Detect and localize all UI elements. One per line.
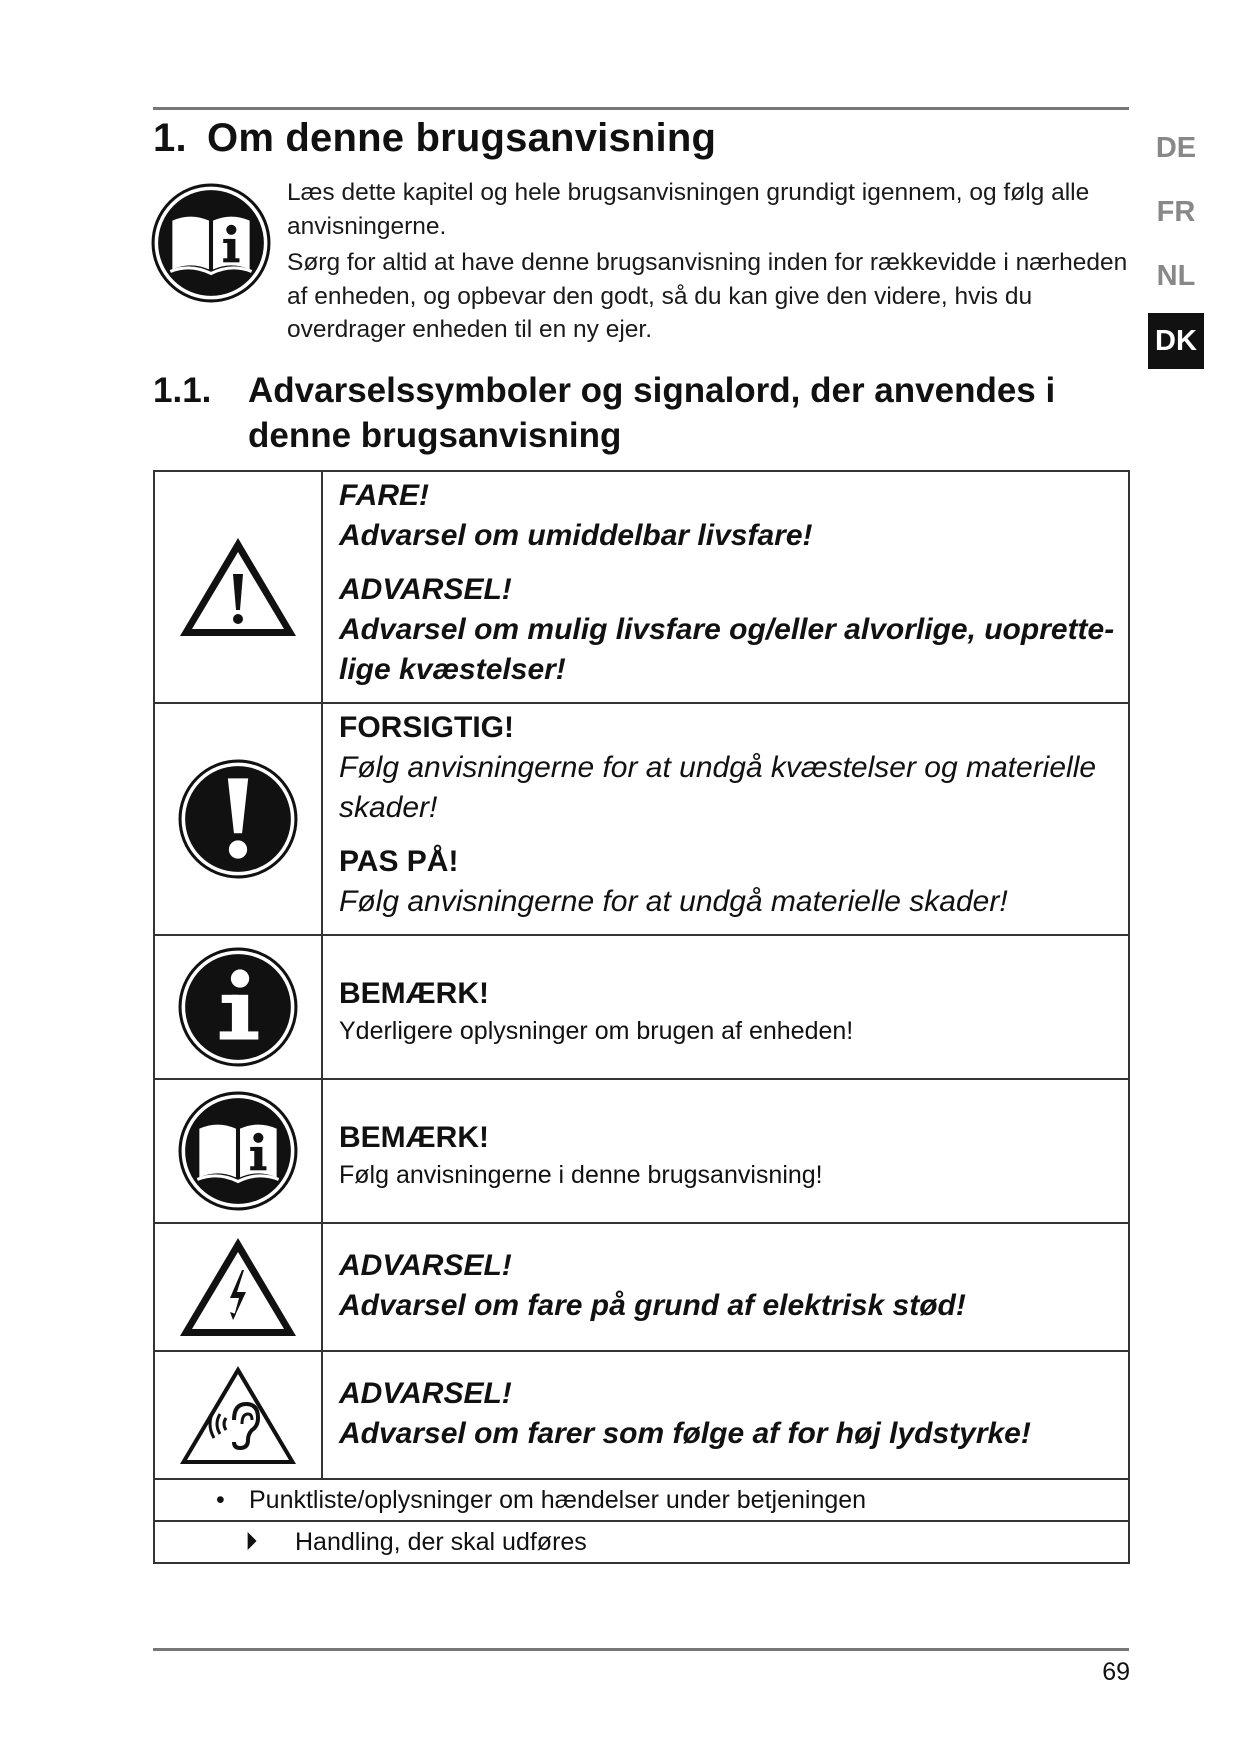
list-cell	[154, 1521, 1129, 1563]
signal-word: ADVARSEL!	[339, 573, 512, 606]
info-circle-icon	[177, 946, 299, 1068]
top-rule	[153, 107, 1129, 110]
warning-triangle-icon	[176, 534, 300, 640]
icon-cell	[154, 471, 322, 703]
signal-word: ADVARSEL!	[339, 1249, 512, 1282]
intro-paragraph: Sørg for altid at have denne brugsanvisning inden for rækkevidde i nærheden af enheden, og opbevar den godt, så du kan give den videre, hvis du overdrager enheden til en ny ejer.	[287, 249, 1128, 343]
language-tab-de[interactable]: DE	[1155, 132, 1197, 164]
text-cell	[322, 935, 1129, 1079]
bullet-icon: •	[216, 1486, 225, 1514]
icon-cell	[154, 1223, 322, 1351]
table-row-note-info	[154, 935, 1129, 1079]
manual-info-icon	[150, 182, 272, 304]
signal-description: Yderligere oplysninger om brugen af enheden!	[339, 1017, 854, 1045]
exclamation-circle-icon	[177, 758, 299, 880]
intro-text	[287, 176, 1135, 347]
manual-info-icon	[177, 1090, 299, 1212]
table-row-electric	[154, 1223, 1129, 1351]
section-heading	[153, 116, 716, 161]
signal-word: FORSIGTIG!	[339, 711, 514, 744]
text-cell	[322, 1351, 1129, 1479]
signal-description: Følg anvisningerne i denne brugsanvisning!	[339, 1161, 823, 1189]
loud-volume-triangle-icon	[176, 1362, 300, 1468]
signal-word: FARE!	[339, 479, 429, 512]
intro-paragraph: Læs dette kapitel og hele brugsanvisningen grundigt igennem, og følg alle anvisningerne.	[287, 179, 1090, 240]
subsection-heading	[153, 368, 1113, 458]
section-number: 1.	[153, 116, 187, 160]
table-row-danger	[154, 471, 1129, 703]
text-cell	[322, 1223, 1129, 1351]
language-tab-dk-active[interactable]: DK	[1148, 313, 1204, 369]
signal-description: Følg anvisningerne for at undgå kvæstelser og materielle skader!	[339, 751, 1097, 824]
signal-description: Advarsel om mulig livsfare og/eller alvorlige, uoprettelige kvæstelser!	[339, 613, 1115, 686]
bottom-rule	[153, 1648, 1129, 1651]
subsection-title-line2: denne brugsanvisning	[248, 416, 622, 455]
warning-symbols-table	[153, 470, 1130, 1564]
icon-cell	[154, 703, 322, 935]
text-cell	[322, 1079, 1129, 1223]
text-cell	[322, 703, 1129, 935]
section-title: Om denne brugsanvisning	[207, 116, 717, 160]
signal-word: ADVARSEL!	[339, 1377, 512, 1410]
bullet-text: Punktliste/oplysninger om hændelser under betjeningen	[249, 1486, 867, 1514]
text-cell	[322, 471, 1129, 703]
signal-word: BEMÆRK!	[339, 1121, 489, 1154]
language-tab-nl[interactable]: NL	[1156, 260, 1196, 292]
subsection-number: 1.1.	[153, 371, 212, 410]
action-text: Handling, der skal udføres	[295, 1528, 587, 1556]
table-row-action	[154, 1521, 1129, 1563]
signal-description: Advarsel om umiddelbar livsfare!	[339, 519, 813, 552]
table-row-caution	[154, 703, 1129, 935]
icon-cell	[154, 1351, 322, 1479]
signal-description: Advarsel om fare på grund af elektrisk stød!	[339, 1289, 966, 1322]
signal-word: BEMÆRK!	[339, 977, 489, 1010]
icon-cell	[154, 935, 322, 1079]
arrow-right-icon: ⏵	[245, 1528, 258, 1556]
table-row-note-manual	[154, 1079, 1129, 1223]
subsection-title-line1: Advarselssymboler og signalord, der anvendes i	[248, 371, 1056, 410]
page-number: 69	[1102, 1658, 1130, 1686]
table-row-bullet	[154, 1479, 1129, 1521]
action-list-item	[155, 1522, 1128, 1562]
icon-cell	[154, 1079, 322, 1223]
bullet-list-item	[155, 1480, 1128, 1520]
table-row-volume	[154, 1351, 1129, 1479]
list-cell	[154, 1479, 1129, 1521]
electric-shock-triangle-icon	[176, 1234, 300, 1340]
language-tab-fr[interactable]: FR	[1156, 196, 1196, 228]
signal-description: Følg anvisningerne for at undgå materielle skader!	[339, 885, 1008, 918]
signal-word: PAS PÅ!	[339, 845, 459, 878]
signal-description: Advarsel om farer som følge af for høj lydstyrke!	[339, 1417, 1031, 1450]
